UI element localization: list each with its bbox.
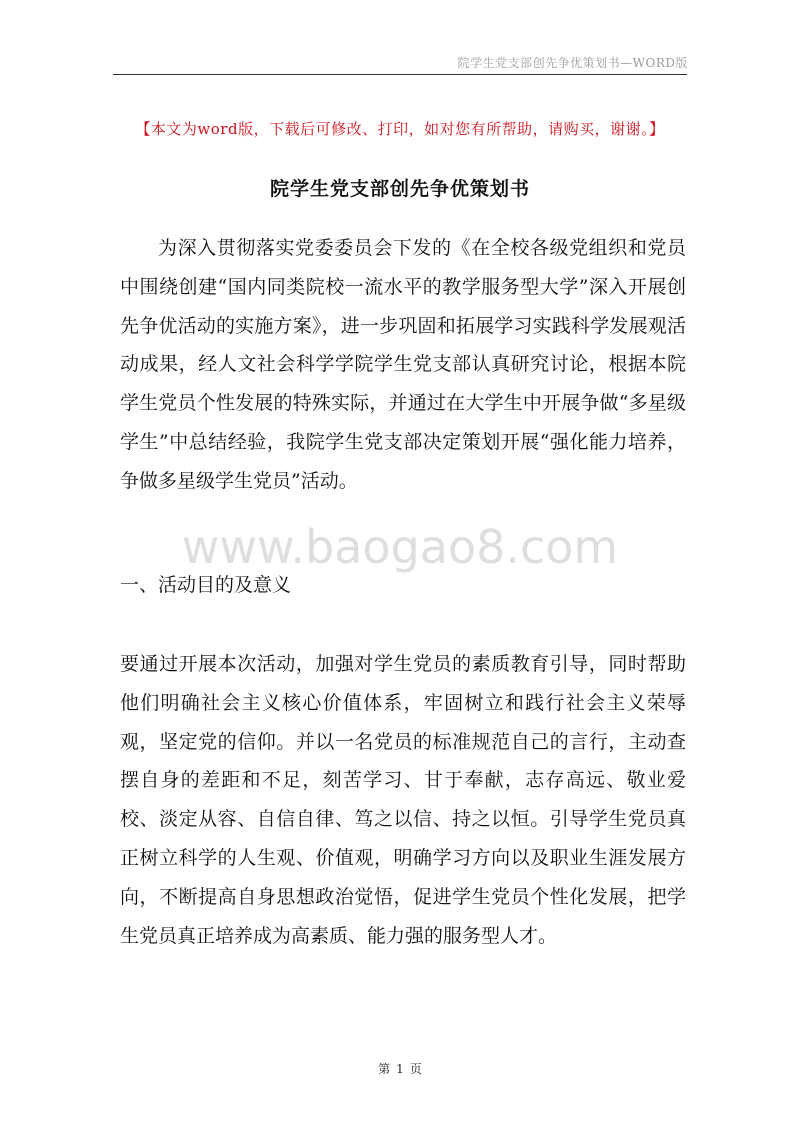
intro-paragraph: 为深入贯彻落实党委委员会下发的《在全校各级党组织和党员中围绕创建“国内同类院校一流水平的教学服务型大学”深入开展创先争优活动的实施方案》，进一步巩固和拓展学习实践科学发展观活动成果，经人文社会科学学院学生党支部认真研究讨论，根据本院学生党员个性发展的特殊实际，并通过在大学生中开展争做“多星级学生”中总结经验，我院学生党支部决定策划开展“强化能力培养，争做多星级学生党员”活动。 (120, 237, 686, 492)
section-heading-purpose: 一、活动目的及意义 (120, 574, 292, 596)
site-watermark: www.baogao8.com (181, 520, 619, 574)
footer-suffix: 页 (409, 1062, 422, 1076)
document-title: 院学生党支部创先争优策划书 (269, 178, 530, 200)
page-footer (0, 1060, 800, 1077)
page-number: 1 (396, 1062, 404, 1076)
header-divider (113, 74, 687, 75)
running-header: 院学生党支部创先争优策划书—WORD版 (457, 56, 688, 70)
editable-notice: 【本文为word版，下载后可修改、打印，如对您有所帮助，请购买，谢谢。】 (135, 120, 665, 138)
purpose-paragraph: 要通过开展本次活动，加强对学生党员的素质教育引导，同时帮助他们明确社会主义核心价值体系，牢固树立和践行社会主义荣辱观，坚定党的信仰。并以一名党员的标准规范自己的言行，主动查摆自身的差距和不足，刻苦学习、甘于奉献，志存高远、敬业爱校、淡定从容、自信自律、笃之以信、持之以恒。引导学生党员真正树立科学的人生观、价值观，明确学习方向以及职业生涯发展方向，不断提高自身思想政治觉悟，促进学生党员个性化发展，把学生党员真正培养成为高素质、能力强的服务型人才。 (120, 653, 686, 947)
footer-prefix: 第 (378, 1062, 391, 1076)
